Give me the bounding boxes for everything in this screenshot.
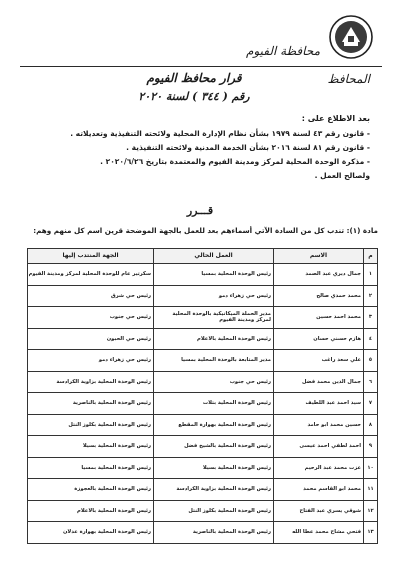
row-destination: سكرتير عام للوحدة المحلية لمركز ومدينة الفيوم bbox=[28, 264, 154, 286]
decides-heading: قـــرر bbox=[186, 204, 214, 217]
row-destination: رئيس الوحدة المحلية بهوارة عدلان bbox=[28, 522, 154, 544]
row-number: ٢ bbox=[364, 285, 378, 307]
row-number: ١٠ bbox=[364, 457, 378, 479]
governorate-name: محافظة الفيوم bbox=[246, 44, 320, 58]
row-current-job: رئيس الوحدة المحلية بسيلا bbox=[154, 457, 274, 479]
table-row bbox=[28, 350, 378, 372]
legal-references bbox=[40, 127, 370, 183]
row-destination: رئيس الوحدة المحلية بالاعلام bbox=[28, 500, 154, 522]
table-row bbox=[28, 457, 378, 479]
row-name: جمال ديري عبد الصمد bbox=[274, 264, 364, 286]
row-number: ٦ bbox=[364, 371, 378, 393]
reference-item: - قانون رقم ٤٣ لسنة ١٩٧٩ بشأن نظام الإدارة المحلية ولائحته التنفيذية وتعديلاته . bbox=[70, 129, 370, 138]
row-number: ١١ bbox=[364, 479, 378, 501]
row-name: احمد لطفي احمد عيسى bbox=[274, 436, 364, 458]
row-destination: رئيس الوحدة المحلية بسيلا bbox=[28, 436, 154, 458]
row-destination: رئيس حي جنوب bbox=[28, 307, 154, 329]
row-current-job: رئيس حي زهراء دمو bbox=[154, 285, 274, 307]
row-number: ١٣ bbox=[364, 522, 378, 544]
row-name: علي سعد راغب bbox=[274, 350, 364, 372]
header-destination: الجهة المنتدب إليها bbox=[28, 249, 154, 264]
header-number: م bbox=[364, 249, 378, 264]
assignments-table bbox=[28, 248, 378, 544]
row-destination: رئيس الوحدة المحلية بالعجوزة bbox=[28, 479, 154, 501]
row-current-job: رئيس الوحدة المحلية بتلات bbox=[154, 393, 274, 415]
row-current-job: رئيس الوحدة المحلية بكلوز النتل bbox=[154, 500, 274, 522]
row-name: حسين محمد ابو حامد bbox=[274, 414, 364, 436]
row-current-job: رئيس الوحدة المحلية بالاعلام bbox=[154, 328, 274, 350]
reference-item: - قانون رقم ٨١ لسنة ٢٠١٦ بشأن الخدمة المدنية ولائحته التنفيذية . bbox=[126, 143, 370, 152]
row-name: سيد احمد عبد اللطيف bbox=[274, 393, 364, 415]
table-row bbox=[28, 264, 378, 286]
reference-item: - مذكرة الوحدة المحلية لمركز ومدينة الفيوم والمعتمدة بتاريخ ٢٠٢٠/٦/٢٦ . bbox=[100, 157, 370, 166]
row-current-job: رئيس الوحدة المحلية بزاوية الكرادسة bbox=[154, 479, 274, 501]
table-row bbox=[28, 371, 378, 393]
table-row bbox=[28, 328, 378, 350]
row-number: ٤ bbox=[364, 328, 378, 350]
article-one: مادة (١): تندب كل من السادة الآتي أسماءهم بعد للعمل بالجهة الموضحة قرين اسم كل منهم وهم: bbox=[33, 226, 378, 235]
row-destination: رئيس الوحدة المحلية بمسيا bbox=[28, 457, 154, 479]
row-name: محمد حمدي صالح bbox=[274, 285, 364, 307]
table-row bbox=[28, 522, 378, 544]
row-current-job: مدير الحملة الميكانيكية بالوحدة المحلية لمركز ومدينة الفيوم bbox=[154, 307, 274, 329]
row-number: ٩ bbox=[364, 436, 378, 458]
table-row bbox=[28, 436, 378, 458]
after-review-label: بعد الاطلاع على : bbox=[301, 114, 370, 123]
table-row bbox=[28, 479, 378, 501]
governor-label: المحافظ bbox=[327, 72, 370, 86]
reference-item: ولصالح العمل . bbox=[314, 171, 370, 180]
row-destination: رئيس حي زهراء دمو bbox=[28, 350, 154, 372]
row-name: هازم حسني حسان bbox=[274, 328, 364, 350]
table-row bbox=[28, 500, 378, 522]
table-row bbox=[28, 307, 378, 329]
table-row bbox=[28, 414, 378, 436]
row-destination: رئيس الوحدة المحلية بكلوز النتل bbox=[28, 414, 154, 436]
row-number: ٥ bbox=[364, 350, 378, 372]
row-name: عزت محمد عبد الرحيم bbox=[274, 457, 364, 479]
row-current-job: رئيس الوحدة المحلية بهوارة المقطع bbox=[154, 414, 274, 436]
row-name: محمد ابو القاسم محمد bbox=[274, 479, 364, 501]
decree-number: رقم ( ٣٤٤ ) لسنة ٢٠٢٠ bbox=[138, 90, 250, 103]
row-number: ٣ bbox=[364, 307, 378, 329]
row-number: ٨ bbox=[364, 414, 378, 436]
row-name: محمد احمد حسين bbox=[274, 307, 364, 329]
row-destination: رئيس حي الحبون bbox=[28, 328, 154, 350]
row-current-job: رئيس الوحدة المحلية بالشيخ فضل bbox=[154, 436, 274, 458]
table-row bbox=[28, 393, 378, 415]
row-destination: رئيس الوحدة المحلية بالناصرية bbox=[28, 393, 154, 415]
header-current-job: العمل الحالي bbox=[154, 249, 274, 264]
row-number: ١ bbox=[364, 264, 378, 286]
row-current-job: رئيس الوحدة المحلية بالناصرية bbox=[154, 522, 274, 544]
row-number: ١٢ bbox=[364, 500, 378, 522]
row-current-job: رئيس حي جنوب bbox=[154, 371, 274, 393]
row-number: ٧ bbox=[364, 393, 378, 415]
decree-title: قرار محافظ الفيوم bbox=[146, 71, 242, 85]
row-destination: رئيس حي شرق bbox=[28, 285, 154, 307]
row-name: شوقي يسري عبد الفتاح bbox=[274, 500, 364, 522]
table-row bbox=[28, 285, 378, 307]
row-current-job: رئيس الوحدة المحلية بمسيا bbox=[154, 264, 274, 286]
table-header-row bbox=[28, 249, 378, 264]
letterhead bbox=[20, 8, 382, 67]
row-name: جمال الدين محمد فضل bbox=[274, 371, 364, 393]
row-current-job: مدير المتابعة بالوحدة المحلية بمسيا bbox=[154, 350, 274, 372]
row-name: فتحي مشاح محمد عطا الله bbox=[274, 522, 364, 544]
governorate-emblem-icon bbox=[328, 14, 374, 60]
row-destination: رئيس الوحدة المحلية بزاوية الكرادسة bbox=[28, 371, 154, 393]
header-name: الاسم bbox=[274, 249, 364, 264]
